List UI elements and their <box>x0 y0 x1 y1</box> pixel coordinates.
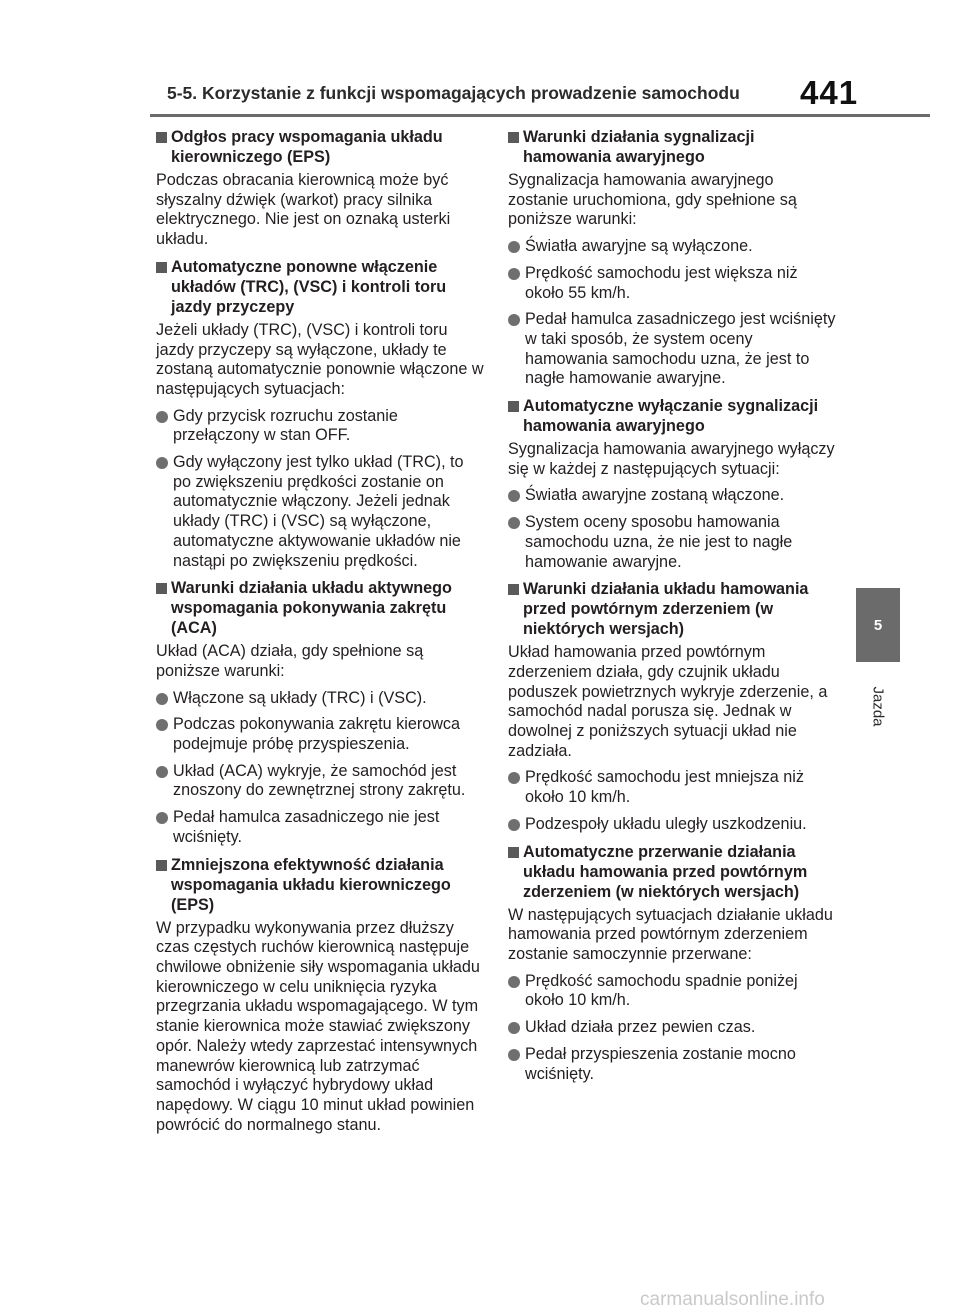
paragraph <box>156 642 484 681</box>
bullet-item <box>156 453 484 571</box>
block-text: Podczas pokonywania zakrętu kierowca podejmuje próbę przyspieszenia. <box>173 715 461 754</box>
square-bullet-icon <box>508 132 519 143</box>
circle-bullet-icon <box>508 976 520 988</box>
circle-bullet-icon <box>508 314 520 326</box>
bullet-item <box>508 815 836 835</box>
block-text: Warunki działania sygnalizacji hamowania awaryjnego <box>523 128 755 166</box>
circle-bullet-icon <box>156 411 168 423</box>
circle-bullet-icon <box>508 517 520 529</box>
circle-bullet-icon <box>156 719 168 731</box>
paragraph <box>508 643 836 761</box>
bullet-item <box>508 1018 836 1038</box>
block-text: Jeżeli układy (TRC), (VSC) i kontroli toru jazdy przyczepy są wyłączone, układy te zostaną automatycznie ponownie włączone w następujących sytuacjach: <box>156 320 484 398</box>
header-divider <box>150 114 930 117</box>
bullet-item <box>508 768 836 807</box>
block-text: Prędkość samochodu jest mniejsza niż około 10 km/h. <box>525 768 804 807</box>
bullet-item <box>156 689 484 709</box>
watermark: carmanualsonline.info <box>640 1289 825 1310</box>
block-text: System oceny sposobu hamowania samochodu uzna, że nie jest to nagłe hamowanie awaryjne. <box>525 513 793 571</box>
bullet-item <box>508 1045 836 1084</box>
circle-bullet-icon <box>508 1022 520 1034</box>
circle-bullet-icon <box>508 490 520 502</box>
block-text: Odgłos pracy wspomagania układu kierowniczego (EPS) <box>171 128 443 166</box>
block-text: Światła awaryjne zostaną włączone. <box>525 486 785 505</box>
block-text: Podczas obracania kierownicą może być słyszalny dźwięk (warkot) pracy silnika elektrycznego. Nie jest on oznaką usterki układu. <box>156 171 451 249</box>
bullet-item <box>156 808 484 847</box>
circle-bullet-icon <box>156 812 168 824</box>
section-title <box>156 127 484 167</box>
circle-bullet-icon <box>508 241 520 253</box>
bullet-item <box>508 310 836 389</box>
block-text: Warunki działania układu hamowania przed powtórnym zderzeniem (w niektórych wersjach) <box>523 580 809 639</box>
block-text: Pedał hamulca zasadniczego nie jest wciśnięty. <box>173 808 440 846</box>
block-text: Sygnalizacja hamowania awaryjnego zostanie uruchomiona, gdy spełnione są poniższe warunki: <box>508 171 797 229</box>
bullet-item <box>156 715 484 754</box>
paragraph <box>156 919 484 1136</box>
circle-bullet-icon <box>508 1049 520 1061</box>
block-text: Układ działa przez pewien czas. <box>525 1018 756 1037</box>
section-title <box>508 842 836 902</box>
circle-bullet-icon <box>508 268 520 280</box>
block-text: Sygnalizacja hamowania awaryjnego wyłączy się w każdej z następujących sytuacji: <box>508 440 835 478</box>
chapter-number: 5 <box>873 616 883 634</box>
square-bullet-icon <box>508 847 519 858</box>
block-text: Światła awaryjne są wyłączone. <box>525 237 753 256</box>
paragraph <box>508 906 836 965</box>
block-text: Układ hamowania przed powtórnym zderzeniem działa, gdy czujnik układu poduszek powietrznych wykryje zderzenie, a samochód nadal porusza się. Jednak w dowolnej z poniższych sytuacji układ nie zadziała. <box>508 643 828 760</box>
section-title <box>508 579 836 639</box>
bullet-item <box>156 762 484 801</box>
block-text: W następujących sytuacjach działanie układu hamowania przed powtórnym zderzeniem zostanie samoczynnie przerwane: <box>508 905 833 963</box>
circle-bullet-icon <box>156 766 168 778</box>
page-header-title: 5-5. Korzystanie z funkcji wspomagających prowadzenie samochodu <box>167 83 740 103</box>
circle-bullet-icon <box>156 693 168 705</box>
right-column <box>508 127 836 1091</box>
square-bullet-icon <box>156 583 167 594</box>
bullet-item <box>156 407 484 446</box>
section-title <box>508 396 836 436</box>
block-text: Zmniejszona efektywność działania wspomagania układu kierowniczego (EPS) <box>171 855 451 914</box>
block-text: Pedał hamulca zasadniczego jest wciśnięty w taki sposób, że system oceny hamowania samochodu uzna, że jest to nagłe hamowanie awaryjne. <box>525 310 836 388</box>
block-text: Prędkość samochodu spadnie poniżej około 10 km/h. <box>525 971 798 1010</box>
paragraph <box>156 321 484 400</box>
paragraph <box>508 440 836 479</box>
bullet-item <box>508 264 836 303</box>
square-bullet-icon <box>156 860 167 871</box>
chapter-label <box>858 676 898 736</box>
block-text: Gdy wyłączony jest tylko układ (TRC), to po zwiększeniu prędkości zostanie on automatycznie włączony. Jeżeli jednak układy (TRC) i (VSC) są wyłączone, automatyczne aktywowanie układów nie nastąpi po zwiększeniu prędkości. <box>173 453 464 570</box>
paragraph <box>156 171 484 250</box>
page-number: 441 <box>800 74 859 111</box>
block-text: Automatyczne wyłączanie sygnalizacji hamowania awaryjnego <box>523 397 819 436</box>
paragraph <box>508 171 836 230</box>
block-text: Podzespoły układu uległy uszkodzeniu. <box>525 814 807 833</box>
square-bullet-icon <box>508 584 519 595</box>
section-title <box>156 257 484 317</box>
square-bullet-icon <box>156 132 167 143</box>
circle-bullet-icon <box>508 772 520 784</box>
square-bullet-icon <box>508 401 519 412</box>
circle-bullet-icon <box>156 457 168 469</box>
bullet-item <box>508 486 836 506</box>
block-text: W przypadku wykonywania przez dłuższy czas częstych ruchów kierownicą następuje chwilowe obniżenie siły wspomagania układu kierowniczego w celu uniknięcia ryzyka przegrzania układu wspomagającego. W tym stanie kierownica może stawiać zwiększony opór. Należy wtedy zaprzestać intensywnych manewrów kierownicą lub zatrzymać samochód i wyłączyć hybrydowy układ napędowy. W ciągu 10 minut układ powinien powrócić do normalnego stanu. <box>156 918 480 1134</box>
block-text: Układ (ACA) działa, gdy spełnione są poniższe warunki: <box>156 642 424 680</box>
bullet-item <box>508 972 836 1011</box>
block-text: Układ (ACA) wykryje, że samochód jest znoszony do zewnętrznej strony zakrętu. <box>173 761 466 800</box>
block-text: Pedał przyspieszenia zostanie mocno wciśnięty. <box>525 1044 796 1083</box>
block-text: Gdy przycisk rozruchu zostanie przełączony w stan OFF. <box>173 406 398 445</box>
square-bullet-icon <box>156 262 167 273</box>
block-text: Automatyczne przerwanie działania układu hamowania przed powtórnym zderzeniem (w niektórych wersjach) <box>523 842 808 901</box>
bullet-item <box>508 513 836 572</box>
chapter-tab[interactable] <box>856 588 900 662</box>
block-text: Warunki działania układu aktywnego wspomagania pokonywania zakrętu (ACA) <box>171 579 452 638</box>
bullet-item <box>508 237 836 257</box>
chapter-label-text: Jazda <box>869 685 887 727</box>
left-column <box>156 127 484 1142</box>
block-text: Prędkość samochodu jest większa niż około 55 km/h. <box>525 263 798 302</box>
section-title <box>508 127 836 167</box>
block-text: Włączone są układy (TRC) i (VSC). <box>173 688 427 707</box>
section-title <box>156 855 484 915</box>
section-title <box>156 578 484 638</box>
circle-bullet-icon <box>508 819 520 831</box>
block-text: Automatyczne ponowne włączenie układów (TRC), (VSC) i kontroli toru jazdy przyczepy <box>171 257 447 316</box>
